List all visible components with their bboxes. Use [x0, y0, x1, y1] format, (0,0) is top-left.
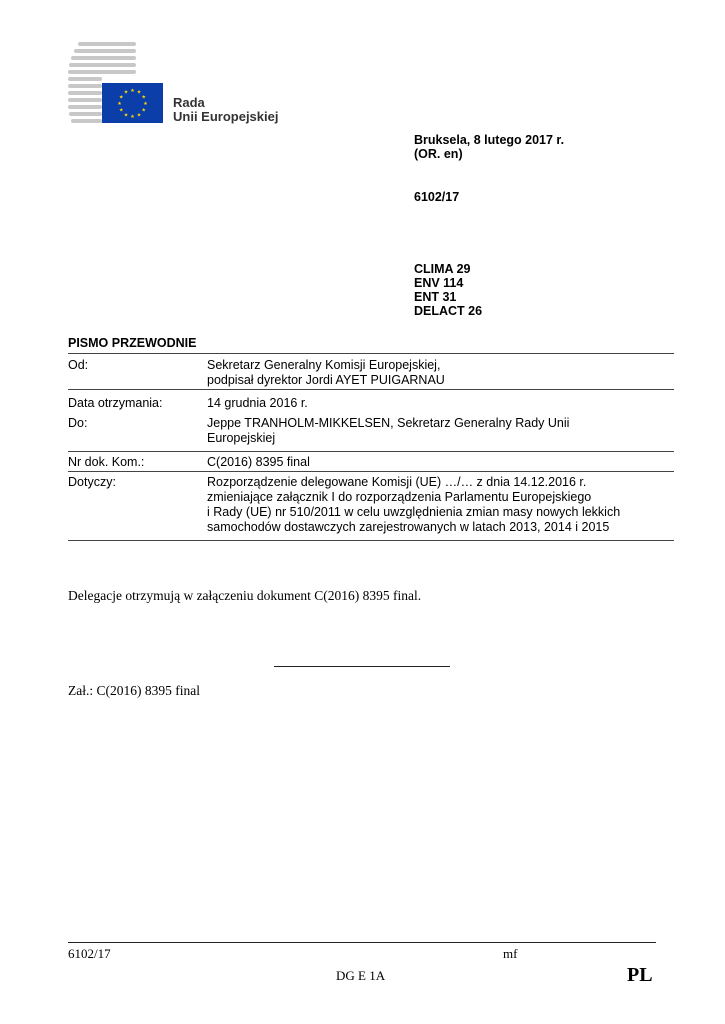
row-divider-from [68, 389, 674, 390]
svg-text:★: ★ [118, 94, 124, 101]
attachment-text: Zał.: C(2016) 8395 final [68, 683, 200, 698]
row-divider-com [68, 471, 674, 472]
com-number-label: Nr dok. Kom.: [68, 455, 145, 469]
subject-value [207, 475, 677, 535]
eu-flag-icon [102, 83, 163, 123]
footer-language: PL [627, 964, 653, 986]
svg-text:★: ★ [136, 112, 142, 119]
subject-line: samochodów dostawczych zarejestrowanych w latach 2013, 2014 i 2015 [207, 520, 610, 534]
svg-text:★: ★ [123, 89, 129, 96]
to-value [207, 416, 677, 446]
from-value [207, 358, 677, 388]
original-language: (OR. en) [414, 147, 463, 161]
footer-doc-number: 6102/17 [68, 946, 111, 961]
subject-line: i Rady (UE) nr 510/2011 w celu uwzględnienia zmian masy nowych lekkich [207, 505, 621, 519]
code-env: ENV 114 [414, 276, 464, 290]
footer-initials: mf [503, 946, 518, 961]
organization-name-line1: Rada [173, 95, 205, 110]
svg-text:★: ★ [141, 94, 147, 101]
document-number: 6102/17 [414, 190, 460, 204]
code-ent: ENT 31 [414, 290, 457, 304]
svg-text:★: ★ [136, 89, 142, 96]
svg-text:★: ★ [143, 101, 148, 107]
from-value-line2: podpisał dyrektor Jordi AYET PUIGARNAU [207, 373, 445, 387]
to-label: Do: [68, 416, 88, 430]
from-value-line1: Sekretarz Generalny Komisji Europejskiej, [207, 358, 441, 372]
svg-text:★: ★ [130, 88, 135, 94]
separator-line [274, 666, 450, 667]
com-number-value: C(2016) 8395 final [207, 455, 310, 469]
svg-text:★: ★ [118, 107, 124, 114]
code-delact: DELACT 26 [414, 304, 483, 318]
received-value: 14 grudnia 2016 r. [207, 396, 308, 410]
table-bottom-rule [68, 540, 674, 541]
subject-label: Dotyczy: [68, 475, 116, 489]
received-label: Data otrzymania: [68, 396, 163, 410]
place-date: Bruksela, 8 lutego 2017 r. [414, 133, 565, 147]
footer-directorate: DG E 1A [336, 968, 386, 983]
table-top-rule [68, 353, 674, 354]
document-title: PISMO PRZEWODNIE [68, 336, 197, 350]
footer-rule [68, 942, 656, 943]
to-value-line1: Jeppe TRANHOLM-MIKKELSEN, Sekretarz Generalny Rady Unii [207, 416, 570, 430]
subject-line: Rozporządzenie delegowane Komisji (UE) …/… z dnia 14.12.2016 r. [207, 475, 587, 489]
from-label: Od: [68, 358, 89, 372]
svg-text:★: ★ [123, 112, 129, 119]
organization-name-line2: Unii Europejskiej [173, 109, 279, 124]
to-value-line2: Europejskiej [207, 431, 276, 445]
organization-name [173, 96, 278, 124]
delegations-text: Delegacje otrzymują w załączeniu dokument C(2016) 8395 final. [68, 588, 422, 603]
svg-text:★: ★ [117, 101, 122, 107]
subject-line: zmieniające załącznik I do rozporządzenia Parlamentu Europejskiego [207, 490, 592, 504]
svg-text:★: ★ [130, 114, 135, 120]
svg-text:★: ★ [141, 107, 147, 114]
code-clima: CLIMA 29 [414, 262, 471, 276]
row-divider-to [68, 451, 674, 452]
